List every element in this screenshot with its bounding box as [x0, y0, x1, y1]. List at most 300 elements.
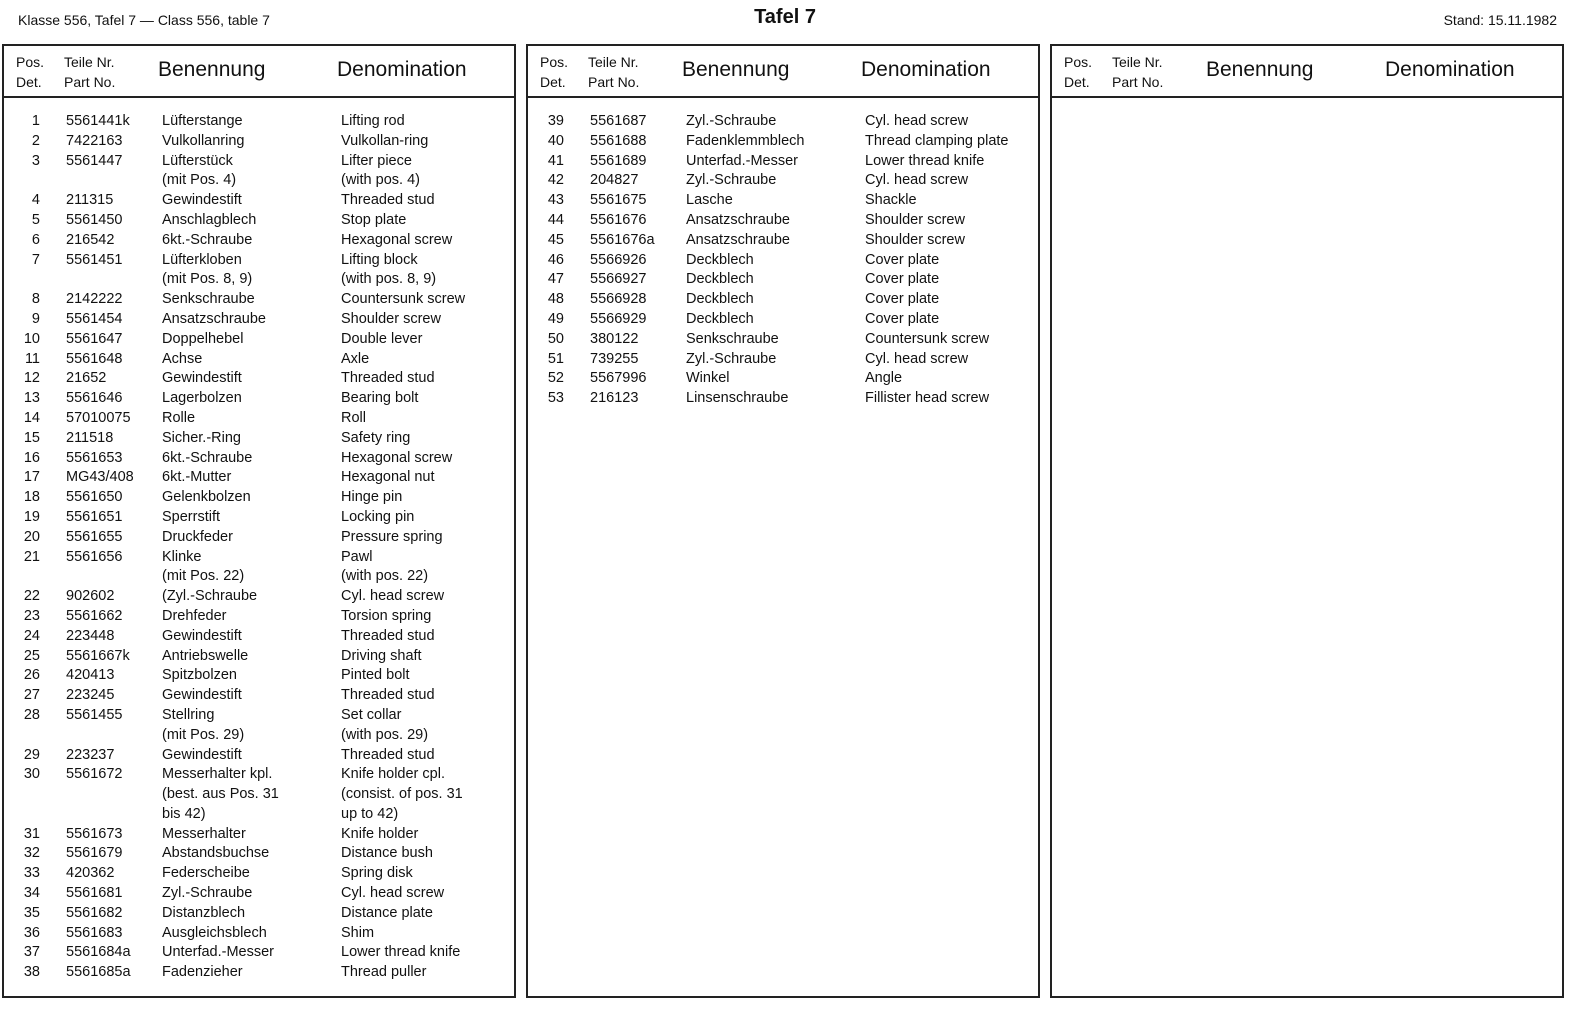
benennung-cell: Sperrstift	[162, 508, 221, 525]
denomination-cell: Lifting rod	[341, 113, 405, 129]
part-number-cell: 5561651	[66, 508, 123, 525]
benennung-cell: Unterfad.-Messer	[686, 152, 799, 169]
pos-cell: 32	[23, 845, 40, 862]
benennung-cell: Lüfterkloben	[162, 251, 242, 268]
pos-cell: 19	[23, 508, 40, 525]
denomination-cell: Hinge pin	[341, 489, 403, 506]
denomination-cell: Threaded stud	[341, 627, 435, 644]
benennung-cell: Linsenschraube	[686, 390, 789, 407]
benennung-cell: Doppelhebel	[162, 330, 244, 347]
denomination-cell: Distance plate	[341, 904, 433, 921]
denomination-cell: Shim	[341, 924, 375, 941]
table-row	[4, 805, 514, 825]
denomination-cell: Pinted bolt	[341, 667, 410, 684]
denomination-cell: Shackle	[865, 192, 917, 209]
pos-cell: 25	[23, 647, 40, 664]
benennung-cell: Distanzblech	[162, 904, 246, 921]
table-row	[4, 350, 514, 370]
parts-panel-1	[2, 44, 516, 998]
table-row	[4, 409, 514, 429]
part-number-cell: 5561450	[66, 211, 123, 228]
pos-cell: 10	[23, 330, 40, 347]
denomination-cell: Stop plate	[341, 211, 407, 228]
pos-header: Pos. Det.	[1064, 54, 1093, 90]
pos-cell: 1	[31, 113, 40, 129]
table-header	[528, 46, 1038, 98]
denomination-cell: Knife holder	[341, 825, 419, 842]
benennung-cell: (mit Pos. 29)	[162, 726, 245, 743]
pos-cell: 36	[23, 924, 40, 941]
denomination-cell: Cover plate	[865, 251, 940, 268]
benennung-cell: Ansatzschraube	[686, 211, 790, 228]
pos-cell: 43	[547, 192, 564, 209]
pos-cell: 23	[23, 607, 40, 624]
table-row	[528, 389, 1038, 409]
part-number-cell: 5561455	[66, 706, 123, 723]
benennung-cell: Winkel	[686, 370, 730, 387]
denomination-cell: Threaded stud	[341, 370, 435, 387]
part-number-cell: 5561648	[66, 350, 123, 367]
table-body	[4, 112, 514, 983]
pos-cell: 11	[24, 350, 40, 367]
pos-cell: 20	[23, 528, 40, 545]
table-row	[4, 686, 514, 706]
benennung-cell: Zyl.-Schraube	[686, 350, 777, 367]
pos-cell: 48	[547, 291, 564, 308]
denomination-cell: (with pos. 4)	[341, 172, 420, 189]
pos-cell: 47	[547, 271, 564, 288]
pos-cell: 33	[23, 865, 40, 882]
pos-cell: 9	[31, 310, 40, 327]
table-row	[4, 706, 514, 726]
part-number-cell: 739255	[590, 350, 639, 367]
denomination-cell: Lower thread knife	[341, 944, 461, 961]
part-number-cell: 5561689	[590, 152, 647, 169]
table-row	[528, 231, 1038, 251]
pos-header: Pos. Det.	[16, 54, 45, 90]
part-number-cell: 5566928	[590, 291, 647, 308]
table-row	[4, 152, 514, 172]
pos-cell: 13	[23, 390, 40, 407]
benennung-cell: Abstandsbuchse	[162, 845, 270, 862]
benennung-cell: Fadenzieher	[162, 964, 243, 981]
denomination-cell: Cyl. head screw	[865, 350, 969, 367]
page-title: Tafel 7	[754, 6, 816, 28]
denomination-cell: Lower thread knife	[865, 152, 985, 169]
table-row	[4, 785, 514, 805]
denomination-cell: Countersunk screw	[341, 291, 466, 308]
benennung-cell: Deckblech	[686, 271, 754, 288]
pos-cell: 16	[23, 449, 40, 466]
table-row	[528, 310, 1038, 330]
benennung-cell: Stellring	[162, 706, 215, 723]
table-row	[4, 270, 514, 290]
denomination-cell: Pawl	[341, 548, 373, 565]
pos-cell: 6	[31, 231, 40, 248]
denomination-cell: Hexagonal screw	[341, 231, 453, 248]
denomination-cell: (with pos. 29)	[341, 726, 429, 743]
pos-cell: 50	[547, 330, 564, 347]
table-row	[4, 943, 514, 963]
part-number-cell: 223237	[66, 746, 115, 763]
part-number-cell: 21652	[66, 370, 107, 387]
benennung-cell: Lüfterstange	[162, 113, 243, 129]
pos-cell: 5	[31, 211, 40, 228]
table-row	[4, 231, 514, 251]
table-row	[528, 112, 1038, 132]
benennung-header: Benennung	[158, 58, 266, 81]
pos-cell: 26	[23, 667, 40, 684]
part-number-cell: 5561454	[66, 310, 123, 327]
table-row	[4, 765, 514, 785]
denomination-header: Denomination	[1385, 58, 1515, 81]
benennung-cell: (mit Pos. 22)	[162, 568, 245, 585]
benennung-cell: (mit Pos. 4)	[162, 172, 237, 189]
benennung-cell: (Zyl.-Schraube	[162, 588, 258, 605]
part-number-cell: 5561679	[66, 845, 123, 862]
benennung-cell: bis 42)	[162, 805, 206, 822]
part-number-cell: 420413	[66, 667, 115, 684]
pos-cell: 31	[23, 825, 40, 842]
table-row	[4, 548, 514, 568]
benennung-cell: Drehfeder	[162, 607, 227, 624]
table-header	[4, 46, 514, 98]
part-number-cell: 216123	[590, 390, 639, 407]
denomination-cell: Bearing bolt	[341, 390, 419, 407]
part-number-cell: 5561646	[66, 390, 123, 407]
denomination-header: Denomination	[861, 58, 991, 81]
table-row	[4, 726, 514, 746]
pos-cell: 51	[547, 350, 564, 367]
table-row	[528, 251, 1038, 271]
denomination-cell: Thread clamping plate	[865, 132, 1009, 149]
benennung-cell: 6kt.-Schraube	[162, 449, 253, 466]
part-number-cell: 7422163	[66, 132, 123, 149]
benennung-cell: Gewindestift	[162, 192, 242, 209]
table-row	[528, 369, 1038, 389]
denomination-cell: Set collar	[341, 706, 402, 723]
pos-cell: 44	[547, 211, 564, 228]
pos-cell: 21	[23, 548, 40, 565]
part-number-cell: 223448	[66, 627, 115, 644]
table-row	[4, 587, 514, 607]
denomination-cell: Threaded stud	[341, 192, 435, 209]
denomination-cell: Cyl. head screw	[865, 172, 969, 189]
benennung-cell: Fadenklemmblech	[686, 132, 805, 149]
benennung-cell: Federscheibe	[162, 865, 250, 882]
denomination-cell: (consist. of pos. 31	[341, 786, 463, 803]
pos-cell: 4	[31, 192, 40, 209]
table-row	[528, 171, 1038, 191]
benennung-cell: Anschlagblech	[162, 211, 257, 228]
part-number-cell: 5561650	[66, 489, 123, 506]
benennung-cell: Deckblech	[686, 310, 754, 327]
pos-cell: 53	[547, 390, 564, 407]
pos-cell: 42	[547, 172, 564, 189]
part-number-cell: 5561655	[66, 528, 123, 545]
benennung-cell: Sicher.-Ring	[162, 429, 241, 446]
benennung-cell: Druckfeder	[162, 528, 233, 545]
denomination-cell: Vulkollan-ring	[341, 132, 429, 149]
parts-panel-2	[526, 44, 1040, 998]
table-row	[4, 310, 514, 330]
denomination-cell: Cyl. head screw	[341, 588, 445, 605]
benennung-cell: Spitzbolzen	[162, 667, 237, 684]
benennung-cell: Gewindestift	[162, 746, 242, 763]
table-row	[528, 132, 1038, 152]
benennung-cell: Gelenkbolzen	[162, 489, 251, 506]
denomination-cell: Torsion spring	[341, 607, 432, 624]
table-body	[528, 112, 1038, 409]
part-number-cell: 5561684a	[66, 944, 131, 961]
pos-cell: 2	[31, 132, 40, 149]
benennung-cell: Senkschraube	[162, 291, 255, 308]
part-number-cell: 5561672	[66, 766, 123, 783]
denomination-cell: Cover plate	[865, 271, 940, 288]
table-row	[4, 112, 514, 132]
denomination-cell: Cover plate	[865, 291, 940, 308]
benennung-cell: Messerhalter kpl.	[162, 766, 273, 783]
benennung-cell: Vulkollanring	[162, 132, 245, 149]
part-header: Teile Nr. Part No.	[1112, 54, 1164, 90]
denomination-cell: Double lever	[341, 330, 423, 347]
table-header	[1052, 46, 1562, 98]
parts-panel-3	[1050, 44, 1564, 998]
pos-cell: 29	[23, 746, 40, 763]
header-date: Stand: 15.11.1982	[1443, 12, 1557, 28]
part-header: Teile Nr. Part No.	[588, 54, 640, 90]
pos-cell: 49	[547, 310, 564, 327]
table-row	[4, 963, 514, 983]
part-number-cell: 5561687	[590, 113, 647, 129]
table-row	[4, 666, 514, 686]
pos-cell: 17	[23, 469, 40, 486]
part-number-cell: 5561656	[66, 548, 123, 565]
part-number-cell: 420362	[66, 865, 115, 882]
pos-cell: 41	[547, 152, 564, 169]
part-number-cell: 5566926	[590, 251, 647, 268]
denomination-cell: Cyl. head screw	[341, 885, 445, 902]
part-number-cell: 216542	[66, 231, 115, 248]
part-number-cell: 5561676	[590, 211, 647, 228]
benennung-cell: (best. aus Pos. 31	[162, 786, 279, 803]
denomination-cell: Axle	[341, 350, 370, 367]
part-number-cell: MG43/408	[66, 469, 134, 486]
table-row	[4, 389, 514, 409]
benennung-cell: Antriebswelle	[162, 647, 249, 664]
denomination-cell: up to 42)	[341, 805, 399, 822]
denomination-cell: Shoulder screw	[865, 231, 965, 248]
pos-cell: 34	[23, 885, 40, 902]
pos-cell: 18	[23, 489, 40, 506]
pos-cell: 28	[23, 706, 40, 723]
benennung-cell: Lagerbolzen	[162, 390, 242, 407]
table-row	[4, 508, 514, 528]
part-number-cell: 5561653	[66, 449, 123, 466]
pos-cell: 30	[23, 766, 40, 783]
part-number-cell: 902602	[66, 588, 115, 605]
table-row	[4, 567, 514, 587]
table-row	[4, 132, 514, 152]
denomination-cell: Hexagonal screw	[341, 449, 453, 466]
part-number-cell: 5561676a	[590, 231, 655, 248]
pos-cell: 8	[31, 291, 40, 308]
denomination-cell: Shoulder screw	[865, 211, 965, 228]
part-number-cell: 211518	[66, 429, 114, 446]
pos-cell: 45	[547, 231, 564, 248]
benennung-cell: Ausgleichsblech	[162, 924, 267, 941]
benennung-cell: Lüfterstück	[162, 152, 233, 169]
benennung-cell: Deckblech	[686, 291, 754, 308]
part-number-cell: 223245	[66, 687, 115, 704]
table-row	[4, 369, 514, 389]
benennung-cell: Achse	[162, 350, 203, 367]
pos-cell: 27	[23, 687, 40, 704]
benennung-cell: Zyl.-Schraube	[686, 172, 777, 189]
part-number-cell: 5561451	[66, 251, 123, 268]
denomination-cell: Angle	[865, 370, 903, 387]
part-number-cell: 5561683	[66, 924, 123, 941]
denomination-cell: Countersunk screw	[865, 330, 990, 347]
benennung-cell: Rolle	[162, 409, 196, 426]
denomination-cell: Locking pin	[341, 508, 415, 525]
benennung-cell: (mit Pos. 8, 9)	[162, 271, 253, 288]
part-number-cell: 57010075	[66, 409, 131, 426]
table-row	[528, 290, 1038, 310]
table-row	[528, 350, 1038, 370]
part-number-cell: 5566927	[590, 271, 647, 288]
part-number-cell: 5561441k	[66, 113, 130, 129]
benennung-cell: 6kt.-Mutter	[162, 469, 232, 486]
header-left: Klasse 556, Tafel 7 — Class 556, table 7	[18, 12, 270, 28]
table-row	[4, 746, 514, 766]
denomination-cell: Lifting block	[341, 251, 418, 268]
table-row	[4, 627, 514, 647]
part-number-cell: 5561681	[66, 885, 123, 902]
denomination-cell: Shoulder screw	[341, 310, 441, 327]
part-number-cell: 211315	[66, 192, 114, 209]
table-row	[4, 251, 514, 271]
table-row	[528, 270, 1038, 290]
denomination-cell: (with pos. 22)	[341, 568, 429, 585]
denomination-cell: Cover plate	[865, 310, 940, 327]
part-number-cell: 5561667k	[66, 647, 130, 664]
denomination-cell: Driving shaft	[341, 647, 422, 664]
denomination-cell: Thread puller	[341, 964, 427, 981]
pos-cell: 52	[547, 370, 564, 387]
denomination-cell: Distance bush	[341, 845, 433, 862]
part-number-cell: 204827	[590, 172, 639, 189]
pos-cell: 14	[23, 409, 40, 426]
denomination-cell: Knife holder cpl.	[341, 766, 445, 783]
benennung-header: Benennung	[1206, 58, 1314, 81]
denomination-cell: Threaded stud	[341, 746, 435, 763]
part-number-cell: 5561682	[66, 904, 123, 921]
denomination-cell: (with pos. 8, 9)	[341, 271, 437, 288]
benennung-cell: Unterfad.-Messer	[162, 944, 275, 961]
denomination-cell: Threaded stud	[341, 687, 435, 704]
benennung-cell: Deckblech	[686, 251, 754, 268]
part-number-cell: 5561647	[66, 330, 123, 347]
denomination-cell: Roll	[341, 409, 366, 426]
table-row	[4, 924, 514, 944]
part-number-cell: 5561685a	[66, 964, 131, 981]
denomination-cell: Hexagonal nut	[341, 469, 435, 486]
table-row	[528, 330, 1038, 350]
pos-header: Pos. Det.	[540, 54, 569, 90]
denomination-cell: Pressure spring	[341, 528, 443, 545]
table-row	[4, 330, 514, 350]
denomination-header: Denomination	[337, 58, 467, 81]
table-row	[4, 528, 514, 548]
pos-cell: 22	[23, 588, 40, 605]
pos-cell: 38	[23, 964, 40, 981]
pos-cell: 46	[547, 251, 564, 268]
benennung-cell: Ansatzschraube	[686, 231, 790, 248]
benennung-cell: Ansatzschraube	[162, 310, 266, 327]
benennung-cell: Senkschraube	[686, 330, 779, 347]
table-row	[4, 449, 514, 469]
table-row	[4, 904, 514, 924]
table-row	[4, 171, 514, 191]
pos-cell: 35	[23, 904, 40, 921]
benennung-cell: Zyl.-Schraube	[162, 885, 253, 902]
pos-cell: 12	[23, 370, 40, 387]
part-number-cell: 380122	[590, 330, 639, 347]
table-row	[4, 825, 514, 845]
denomination-cell: Fillister head screw	[865, 390, 990, 407]
benennung-cell: Zyl.-Schraube	[686, 113, 777, 129]
table-row	[4, 607, 514, 627]
denomination-cell: Spring disk	[341, 865, 413, 882]
table-row	[4, 191, 514, 211]
benennung-cell: Gewindestift	[162, 627, 242, 644]
part-number-cell: 5561447	[66, 152, 123, 169]
pos-cell: 39	[547, 113, 564, 129]
denomination-cell: Safety ring	[341, 429, 411, 446]
pos-cell: 37	[23, 944, 40, 961]
benennung-cell: Klinke	[162, 548, 202, 565]
benennung-cell: Gewindestift	[162, 370, 242, 387]
benennung-header: Benennung	[682, 58, 790, 81]
benennung-cell: Gewindestift	[162, 687, 242, 704]
part-number-cell: 5561688	[590, 132, 647, 149]
denomination-cell: Lifter piece	[341, 152, 412, 169]
part-number-cell: 5561675	[590, 192, 647, 209]
part-number-cell: 5567996	[590, 370, 647, 387]
part-header: Teile Nr. Part No.	[64, 54, 116, 90]
table-row	[4, 429, 514, 449]
table-row	[4, 488, 514, 508]
table-row	[528, 191, 1038, 211]
benennung-cell: 6kt.-Schraube	[162, 231, 253, 248]
table-row	[4, 844, 514, 864]
part-number-cell: 5566929	[590, 310, 647, 327]
part-number-cell: 2142222	[66, 291, 123, 308]
pos-cell: 40	[547, 132, 564, 149]
benennung-cell: Lasche	[686, 192, 733, 209]
table-row	[4, 211, 514, 231]
table-row	[528, 211, 1038, 231]
table-row	[4, 864, 514, 884]
table-row	[4, 290, 514, 310]
pos-cell: 15	[23, 429, 40, 446]
pos-cell: 7	[31, 251, 40, 268]
table-row	[4, 647, 514, 667]
table-row	[4, 884, 514, 904]
benennung-cell: Messerhalter	[162, 825, 246, 842]
table-row	[4, 468, 514, 488]
